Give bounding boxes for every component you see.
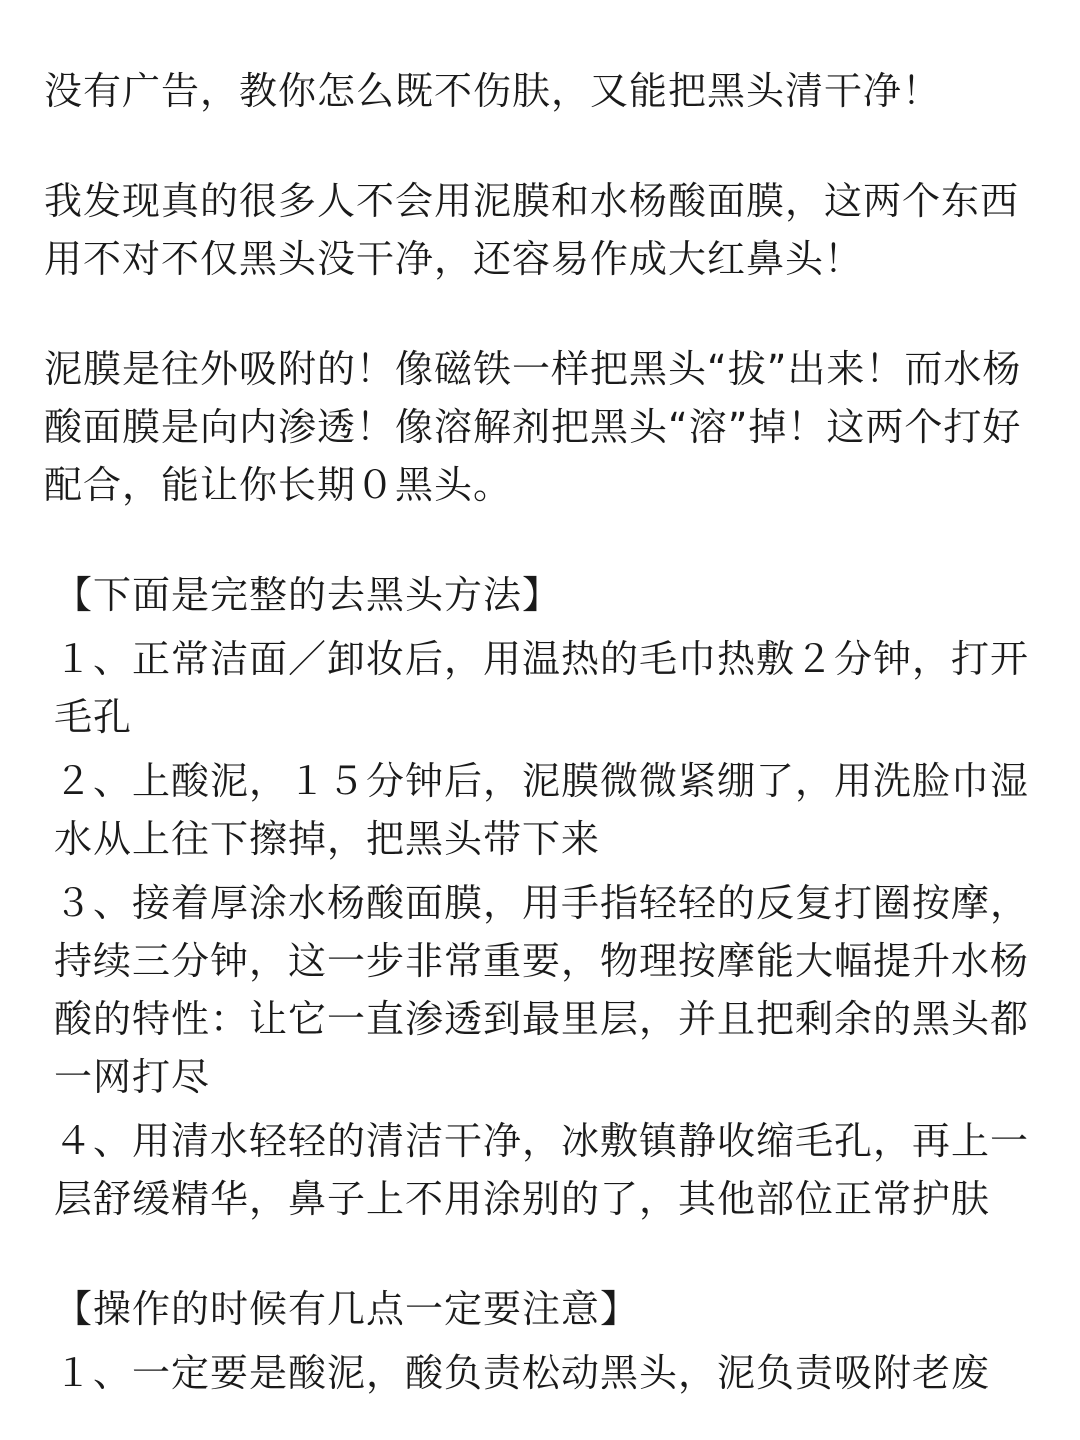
explanation-paragraph: 泥膜是往外吸附的！像磁铁一样把黑头“拔”出来！而水杨酸面膜是向内渗透！像溶解剂把黑头“溶”掉！这两个打好配合，能让你长期０黑头。 — [44, 347, 1022, 507]
method-step-2: ２、上酸泥，１５分钟后，泥膜微微紧绷了，用洗脸巾湿水从上往下擦掉，把黑头带下来 — [54, 759, 1030, 861]
method-step-4: ４、用清水轻轻的清洁干净，冰敷镇静收缩毛孔，再上一层舒缓精华，鼻子上不用涂别的了，其他部位正常护肤 — [54, 1119, 1030, 1221]
article-title: 没有广告，教你怎么既不伤肤，又能把黑头清干净！ — [44, 69, 942, 113]
article-body — [44, 62, 1034, 1402]
method-step-3: ３、接着厚涂水杨酸面膜，用手指轻轻的反复打圈按摩，持续三分钟，这一步非常重要，物理按摩能大幅提升水杨酸的特性：让它一直渗透到最里层，并且把剩余的黑头都一网打尽 — [54, 881, 1030, 1099]
caution-item-1: １、一定要是酸泥，酸负责松动黑头，泥负责吸附老废 — [54, 1351, 991, 1395]
method-step-1: １、正常洁面／卸妆后，用温热的毛巾热敷２分钟，打开毛孔 — [54, 637, 1030, 739]
caution-heading: 【操作的时候有几点一定要注意】 — [54, 1287, 640, 1331]
method-heading: 【下面是完整的去黑头方法】 — [54, 573, 562, 617]
intro-paragraph: 我发现真的很多人不会用泥膜和水杨酸面膜，这两个东西用不对不仅黑头没干净，还容易作成大红鼻头！ — [44, 179, 1020, 281]
